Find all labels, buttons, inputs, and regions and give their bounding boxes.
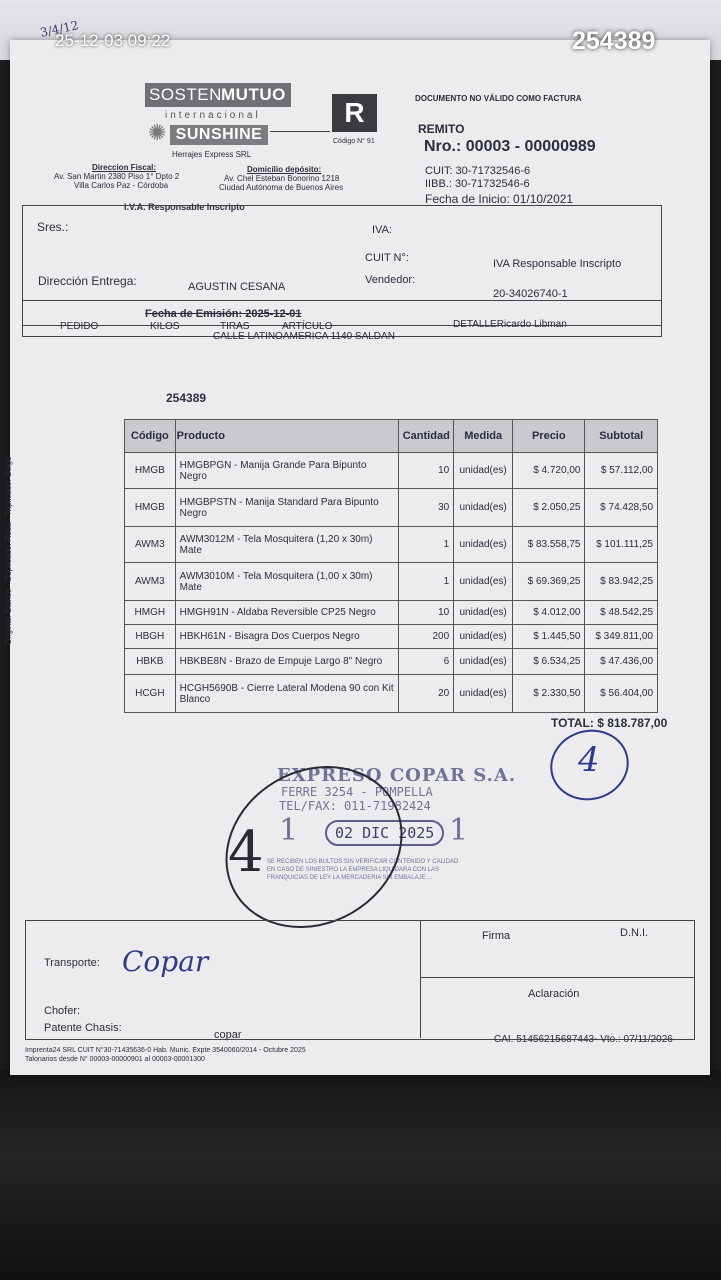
logo-mutuo-text: MUTUO	[221, 85, 286, 104]
dni-label: D.N.I.	[620, 927, 649, 939]
stamp-name: EXPRESO COPAR S.A.	[277, 765, 517, 786]
row-price: $ 2.330,50	[513, 675, 585, 713]
doc-letter-box: R	[332, 94, 377, 132]
deposit-city: Ciudad Autónoma de Buenos Aires	[219, 183, 344, 192]
row-price: $ 4.720,00	[513, 453, 585, 489]
table-row	[125, 601, 658, 625]
row-subtotal: $ 83.942,25	[585, 563, 658, 601]
handwritten-big-four: 4	[228, 820, 264, 885]
row-unit: unidad(es)	[454, 625, 513, 649]
delivery-street: CALLE LATINOAMERICA 1140 SALDAN	[213, 331, 395, 342]
iva-value: IVA Responsable Inscripto	[493, 258, 622, 270]
deposit-label: Domicilio depósito:	[247, 165, 322, 174]
company-name: Herrajes Express SRL	[172, 150, 252, 159]
start-date: Fecha de Inicio: 01/10/2021	[425, 192, 574, 206]
copar-text: copar	[214, 1029, 242, 1041]
footer-box	[25, 920, 695, 1040]
handwritten-date: 3/4/12	[38, 18, 80, 40]
fiscal-city: Villa Carlos Paz - Córdoba	[74, 181, 169, 190]
row-product: HMGBPSTN - Manija Standard Para Bipunto Negro	[175, 489, 399, 527]
customer-box	[22, 205, 662, 337]
row-code: HMGB	[125, 453, 176, 489]
handwritten-circle-note: 4	[578, 740, 600, 780]
stamp-date: 02 DIC 2025	[325, 820, 444, 846]
col-medida: Medida	[454, 420, 513, 453]
iva-condition: I.V.A. Responsable Inscripto	[124, 202, 245, 212]
fiscal-label: Direccion Fiscal:	[92, 163, 157, 172]
iva-label: IVA:	[372, 224, 392, 236]
patente-label: Patente Chasis:	[44, 1022, 122, 1034]
col-subtotal: Subtotal	[585, 420, 658, 453]
col-codigo: Código	[125, 420, 176, 453]
firma-label: Firma	[482, 930, 511, 942]
row-product: HCGH5690B - Cierre Lateral Modena 90 con Kit Blanco	[175, 675, 399, 713]
logo-sunshine-text: SUNSHINE	[170, 125, 268, 145]
cuit-label: CUIT N°:	[365, 252, 409, 264]
col-precio: Precio	[513, 420, 585, 453]
order-ref: 254389	[166, 391, 207, 405]
col-cantidad: Cantidad	[399, 420, 454, 453]
stamp-fine-3: FRANQUICIAS DE LEY LA MERCADERIA SIN EMBALAJE ...	[267, 875, 433, 881]
table-row	[125, 649, 658, 675]
doc-code: Código N° 91	[333, 138, 375, 145]
sres-label: Sres.:	[37, 220, 69, 234]
row-subtotal: $ 101.111,25	[585, 527, 658, 563]
row-product: HMGBPGN - Manija Grande Para Bipunto Negro	[175, 453, 399, 489]
header-cuit: CUIT: 30-71732546-6	[425, 165, 531, 177]
photo-timestamp: 25-12-03 09:22	[55, 31, 171, 50]
background-bottom	[0, 1070, 721, 1280]
photo-ref-number: 254389	[572, 27, 656, 55]
row-unit: unidad(es)	[454, 527, 513, 563]
chofer-label: Chofer:	[44, 1005, 81, 1017]
detalle-label: DETALLERicardo Libman	[453, 319, 567, 330]
row-code: HBGH	[125, 625, 176, 649]
delivery-label: Dirección Entrega:	[38, 274, 137, 288]
stamp-fine-2: EN CASO DE SINIESTRO LA EMPRESA LIQUIDARA CON LAS	[267, 867, 440, 873]
customer-cuit: 20-34026740-1	[493, 288, 568, 300]
row-price: $ 69.369,25	[513, 563, 585, 601]
row-qty: 30	[399, 489, 454, 527]
table-row	[125, 675, 658, 713]
row-qty: 1	[399, 527, 454, 563]
row-code: HMGB	[125, 489, 176, 527]
kilos-label: KILOS	[150, 321, 180, 332]
row-price: $ 6.534,25	[513, 649, 585, 675]
doc-number: Nro.: 00003 - 00000989	[424, 138, 596, 155]
row-subtotal: $ 74.428,50	[585, 489, 658, 527]
margin-copies-note: Original: Blanco - Duplicado: Rosa - Triplicado: Beige	[4, 456, 13, 645]
col-producto: Producto	[175, 420, 399, 453]
table-header-row	[125, 420, 658, 453]
pedido-label: PEDIDO	[60, 321, 99, 332]
row-code: AWM3	[125, 527, 176, 563]
row-product: HMGH91N - Aldaba Reversible CP25 Negro	[175, 601, 399, 625]
footer-divider-v	[420, 920, 421, 1038]
deposit-address: Av. Chel Esteban Bonorino 1218	[224, 174, 340, 183]
row-qty: 6	[399, 649, 454, 675]
logo-internacional-text: internacional	[165, 110, 261, 121]
stamp-phone: TEL/FAX: 011-71982424	[279, 799, 431, 813]
row-qty: 10	[399, 601, 454, 625]
row-unit: unidad(es)	[454, 601, 513, 625]
table-row	[125, 625, 658, 649]
logo-sosten-text: SOSTEN	[149, 85, 222, 104]
delivery-value: AGUSTIN CESANA	[188, 281, 286, 293]
row-unit: unidad(es)	[454, 453, 513, 489]
sun-icon: ✺	[148, 120, 167, 145]
row-product: HBKBE8N - Brazo de Empuje Largo 8" Negro	[175, 649, 399, 675]
row-code: HBKB	[125, 649, 176, 675]
row-price: $ 1.445,50	[513, 625, 585, 649]
row-qty: 20	[399, 675, 454, 713]
row-subtotal: $ 56.404,00	[585, 675, 658, 713]
row-subtotal: $ 57.112,00	[585, 453, 658, 489]
transporte-label: Transporte:	[44, 957, 100, 969]
customer-divider	[22, 300, 662, 301]
row-code: HMGH	[125, 601, 176, 625]
talonarios-info: Talonarios desde N° 00003-00000901 al 00003-00001300	[25, 1056, 205, 1063]
table-row	[125, 527, 658, 563]
tiras-label: TIRAS	[220, 321, 250, 332]
row-qty: 200	[399, 625, 454, 649]
doc-type: REMITO	[418, 122, 465, 136]
row-code: HCGH	[125, 675, 176, 713]
total: TOTAL: $ 818.787,00	[551, 716, 668, 730]
row-code: AWM3	[125, 563, 176, 601]
issue-date: Fecha de Emisión: 2025-12-01	[145, 308, 302, 320]
not-invoice-notice: DOCUMENTO NO VÁLIDO COMO FACTURA	[415, 94, 582, 103]
printer-info: Imprenta24 SRL CUIT N°30-71435636-0 Hab. Munic. Expte 3540060/2014 - Octubre 2025	[25, 1047, 306, 1054]
row-subtotal: $ 349.811,00	[585, 625, 658, 649]
row-qty: 10	[399, 453, 454, 489]
row-price: $ 83.558,75	[513, 527, 585, 563]
handwritten-transport: Copar	[122, 945, 209, 978]
articulo-label: ARTÍCULO	[282, 321, 333, 332]
row-unit: unidad(es)	[454, 675, 513, 713]
fiscal-address: Av. San Martin 2380 Piso 1° Dpto 2	[54, 172, 180, 181]
row-unit: unidad(es)	[454, 649, 513, 675]
items-table	[124, 419, 658, 713]
row-subtotal: $ 48.542,25	[585, 601, 658, 625]
row-product: AWM3012M - Tela Mosquitera (1,20 x 30m) Mate	[175, 527, 399, 563]
table-row	[125, 563, 658, 601]
row-product: AWM3010M - Tela Mosquitera (1,00 x 30m) Mate	[175, 563, 399, 601]
cai-info: CAI. 51456215687443- Vto.: 07/11/2026	[494, 1034, 673, 1045]
header-iibb: IIBB.: 30-71732546-6	[425, 178, 530, 190]
stamp-left-num: 1	[279, 813, 299, 848]
row-unit: unidad(es)	[454, 563, 513, 601]
stamp-address: FERRE 3254 - POMPELLA	[281, 785, 433, 799]
row-subtotal: $ 47.436,00	[585, 649, 658, 675]
row-product: HBKH61N - Bisagra Dos Cuerpos Negro	[175, 625, 399, 649]
table-row	[125, 489, 658, 527]
aclaracion-label: Aclaración	[528, 988, 580, 1000]
table-row	[125, 453, 658, 489]
seller-label: Vendedor:	[365, 274, 416, 286]
sosten-mutuo-logo	[145, 83, 291, 107]
row-unit: unidad(es)	[454, 489, 513, 527]
footer-divider-h	[420, 977, 694, 978]
row-qty: 1	[399, 563, 454, 601]
row-price: $ 2.050,25	[513, 489, 585, 527]
row-price: $ 4.012,00	[513, 601, 585, 625]
stamp-right-num: 1	[449, 813, 469, 848]
stamp-fine-1: SE RECIBEN LOS BULTOS SIN VERIFICAR CONTENIDO Y CALIDAD	[267, 859, 459, 865]
logo-divider	[270, 131, 330, 132]
